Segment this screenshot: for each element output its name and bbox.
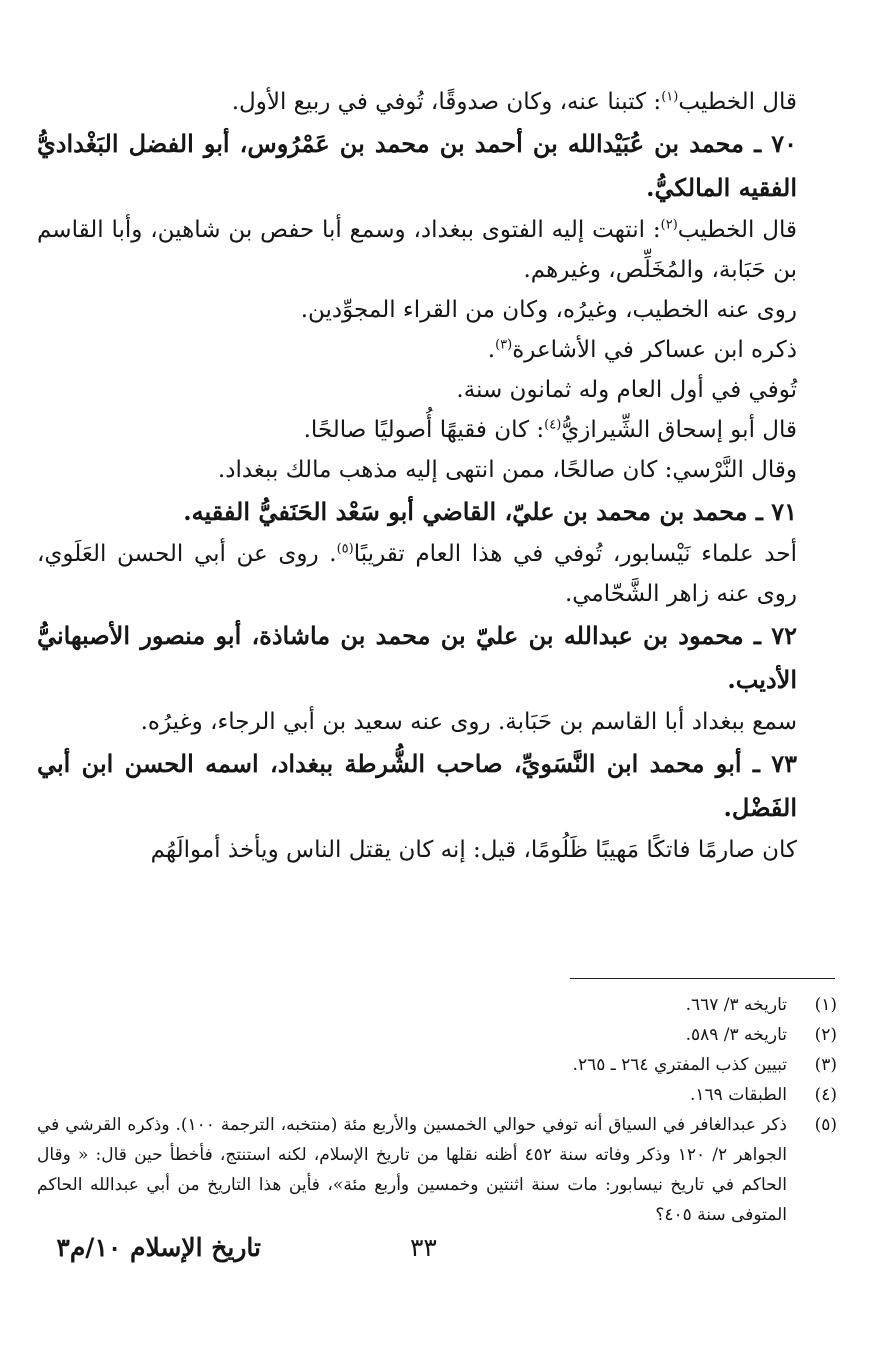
- footnote-item: [37, 1020, 837, 1050]
- text-run: قال الخطيب: [678, 89, 797, 115]
- text-run: قال الخطيب: [677, 217, 797, 243]
- paragraph: سمع ببغداد أبا القاسم بن حَبَابة. روى عنه سعيد بن أبي الرجاء، وغيرُه.: [140, 709, 797, 735]
- footnote-item: [37, 1110, 837, 1230]
- text-run: .: [487, 337, 496, 363]
- text-run: : كان فقيهًا أُصوليًا صالحًا.: [303, 417, 545, 443]
- footnote-item: [37, 1080, 837, 1110]
- paragraph: [37, 410, 837, 450]
- footnote-text: تاريخه ٣/ ٦٦٧.: [685, 995, 787, 1015]
- paragraph: [37, 82, 837, 122]
- signature-mark: تاريخ الإسلام ١٠/م٣: [56, 1233, 261, 1262]
- footnote-item: [37, 990, 837, 1020]
- entry-heading-71: ٧١ ـ محمد بن محمد بن عليّ، القاضي أبو سَعْد الحَنَفيُّ الفقيه.: [183, 497, 797, 526]
- footnote-text: تاريخه ٣/ ٥٨٩.: [685, 1025, 787, 1045]
- text-run: قال أبو إسحاق الشِّيرازيُّ: [561, 417, 797, 443]
- footnote-item: [37, 1050, 837, 1080]
- main-text: [37, 82, 837, 870]
- text-run: أحد علماء نَيْسابور، تُوفي في هذا العام تقريبًا: [353, 541, 797, 567]
- footnote-ref[interactable]: (٢): [660, 217, 678, 233]
- footnote-number: (٤): [814, 1085, 837, 1105]
- page-footer: [0, 1225, 873, 1275]
- entry-heading-70: ٧٠ ـ محمد بن عُبَيْدالله بن أحمد بن محمد بن عَمْرُوس، أبو الفضل البَغْداديُّ الفقيه المالكيُّ.: [37, 129, 797, 202]
- paragraph: روى عنه الخطيب، وغيرُه، وكان من القراء المجوِّدين.: [300, 297, 797, 323]
- footnote-text: الطبقات ١٦٩.: [690, 1085, 787, 1105]
- footnote-number: (١): [814, 995, 837, 1015]
- text-run: : كتبنا عنه، وكان صدوقًا، تُوفي في ربيع الأول.: [231, 89, 662, 115]
- paragraph: [37, 210, 837, 290]
- paragraph: [37, 534, 837, 614]
- text-run: . روى عن أبي الحسن العَلَوي، روى عنه زاهر الشَّحّامي.: [37, 541, 797, 607]
- paragraph: كان صارمًا فاتكًا مَهيبًا ظَلُومًا، قيل: إنه كان يقتل الناس ويأخذ أموالَهُم: [150, 837, 797, 863]
- paragraph: وقال النَّرْسي: كان صالحًا، ممن انتهى إليه مذهب مالك ببغداد.: [217, 457, 797, 483]
- text-run: : انتهت إليه الفتوى ببغداد، وسمع أبا حفص بن شاهين، وأبا القاسم بن حَبَابة، والمُخَلِّص، وغيرهم.: [37, 217, 797, 283]
- footnote-text: ذكر عبدالغافر في السياق أنه توفي حوالي الخمسين والأربع مئة (منتخبه، الترجمة ١٠٠). وذكره القرشي في الجواهر ٢/ ١٢٠ وذكر وفاته سنة ٤٥٢ أظنه نقلها من تاريخ الإسلام، لكنه استنتج، فأخطأ حين قال: « وقال الحاكم في تاريخ نيسابور: مات سنة اثنتين وخمسين وأربع مئة»، فأين هذا التاريخ من أبي عبدالله الحاكم المتوفى سنة ٤٠٥؟: [37, 1115, 788, 1225]
- footnote-ref[interactable]: (٥): [336, 541, 354, 557]
- paragraph: [37, 330, 837, 370]
- page-number: ٣٣: [410, 1233, 437, 1262]
- footnote-divider: [570, 978, 835, 979]
- footnote-ref[interactable]: (١): [661, 89, 679, 105]
- footnote-ref[interactable]: (٣): [495, 337, 513, 353]
- footnote-number: (٥): [814, 1115, 837, 1135]
- paragraph: تُوفي في أول العام وله ثمانون سنة.: [456, 377, 797, 403]
- entry-heading-73: ٧٣ ـ أبو محمد ابن النَّسَويِّ، صاحب الشُّرطة ببغداد، اسمه الحسن ابن أبي الفَضْل.: [37, 749, 797, 822]
- footnote-number: (٣): [814, 1055, 837, 1075]
- footnotes: [37, 990, 837, 1230]
- footnote-ref[interactable]: (٤): [544, 417, 562, 433]
- footnote-number: (٢): [814, 1025, 837, 1045]
- footnote-text: تبيين كذب المفتري ٢٦٤ ـ ٢٦٥.: [572, 1055, 787, 1075]
- text-run: ذكره ابن عساكر في الأشاعرة: [512, 337, 797, 363]
- entry-heading-72: ٧٢ ـ محمود بن عبدالله بن عليّ بن محمد بن ماشاذة، أبو منصور الأصبهانيُّ الأديب.: [37, 621, 798, 694]
